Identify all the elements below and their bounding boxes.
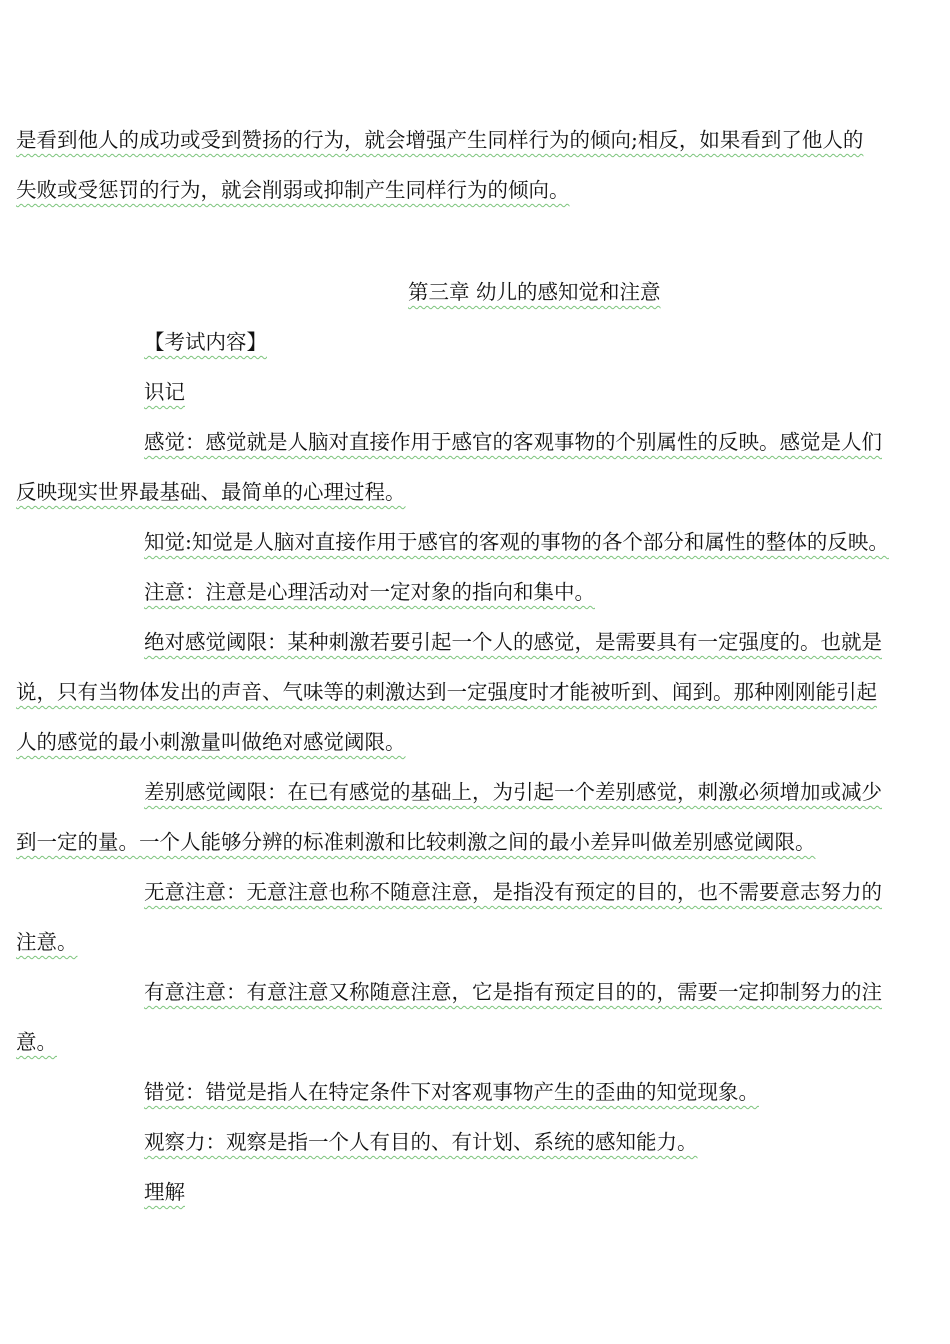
definition-involuntary-1: 无意注意：无意注意也称不随意注意，是指没有预定的目的，也不需要意志努力的 [144, 880, 882, 904]
document-page [16, 115, 946, 1217]
definition-observation: 观察力：观察是指一个人有目的、有计划、系统的感知能力。 [144, 1130, 698, 1154]
definition-voluntary-1: 有意注意：有意注意又称随意注意，它是指有预定目的的，需要一定抑制努力的注 [144, 980, 882, 1004]
definition-perception: 知觉:知觉是人脑对直接作用于感官的客观的事物的各个部分和属性的整体的反映。 [144, 530, 889, 554]
section-understand: 理解 [144, 1180, 185, 1204]
definition-diff-threshold-1: 差别感觉阈限：在已有感觉的基础上，为引起一个差别感觉，刺激必须增加或减少 [144, 780, 882, 804]
intro-line-1: 是看到他人的成功或受到赞扬的行为，就会增强产生同样行为的倾向;相反，如果看到了他人的 [16, 128, 864, 152]
definition-sensation-1: 感觉：感觉就是人脑对直接作用于感官的客观事物的个别属性的反映。感觉是人们 [144, 430, 882, 454]
definition-abs-threshold-1: 绝对感觉阈限：某种刺激若要引起一个人的感觉，是需要具有一定强度的。也就是 [144, 630, 882, 654]
exam-content-heading: 【考试内容】 [144, 330, 267, 354]
definition-abs-threshold-2: 说，只有当物体发出的声音、气味等的刺激达到一定强度时才能被听到、闻到。那种刚刚能引起 [16, 680, 877, 704]
section-remember: 识记 [144, 380, 185, 404]
definition-sensation-2: 反映现实世界最基础、最简单的心理过程。 [16, 480, 406, 504]
definition-attention: 注意：注意是心理活动对一定对象的指向和集中。 [144, 580, 595, 604]
definition-abs-threshold-3: 人的感觉的最小刺激量叫做绝对感觉阈限。 [16, 730, 406, 754]
intro-line-2: 失败或受惩罚的行为，就会削弱或抑制产生同样行为的倾向。 [16, 178, 570, 202]
definition-illusion: 错觉：错觉是指人在特定条件下对客观事物产生的歪曲的知觉现象。 [144, 1080, 759, 1104]
definition-involuntary-2: 注意。 [16, 930, 78, 954]
definition-voluntary-2: 意。 [16, 1030, 57, 1054]
section-spacer [16, 215, 946, 267]
chapter-title: 第三章 幼儿的感知觉和注意 [408, 280, 661, 304]
definition-diff-threshold-2: 到一定的量。一个人能够分辨的标准刺激和比较刺激之间的最小差异叫做差别感觉阈限。 [16, 830, 816, 854]
